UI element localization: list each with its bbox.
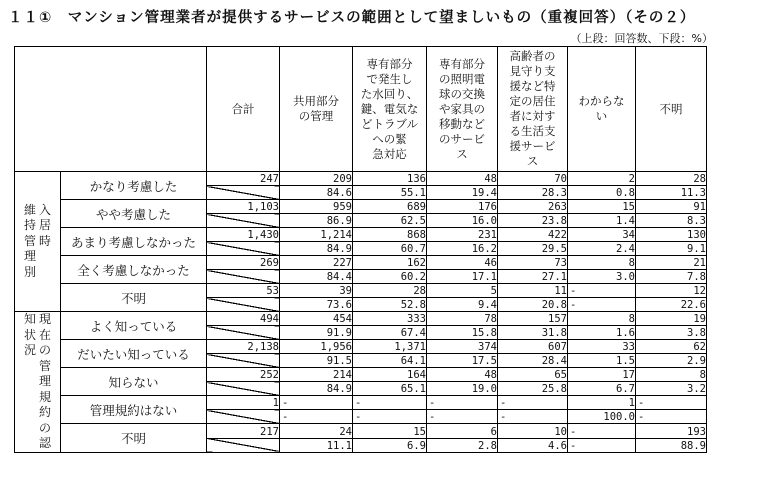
row-label: かなり考慮した [61, 172, 207, 200]
page-title: １１① マンション管理業者が提供するサービスの範囲として望ましいもの（重複回答）（その２） [8, 10, 696, 26]
percent-cell: 11.3 [636, 186, 707, 200]
percent-cell: 62.5 [353, 214, 427, 228]
percent-cell: 86.9 [280, 214, 353, 228]
percent-cell: 84.6 [280, 186, 353, 200]
column-header-line: 鍵、電気な [360, 101, 419, 116]
percent-cell: 2.4 [568, 242, 636, 256]
count-cell: 162 [353, 256, 427, 270]
count-cell: 269 [207, 256, 280, 270]
row-label: 知らない [61, 368, 207, 396]
count-cell: 39 [280, 284, 353, 298]
count-cell: 164 [353, 368, 427, 382]
count-cell: - [568, 284, 636, 298]
column-header-line: わからな [578, 94, 625, 108]
count-cell: 46 [427, 256, 498, 270]
percent-cell: - [498, 410, 568, 424]
count-cell: 227 [280, 256, 353, 270]
count-cell: 868 [353, 228, 427, 242]
percent-cell: 6.9 [353, 438, 427, 452]
count-cell: 193 [636, 424, 707, 438]
diagonal-cell [207, 382, 280, 396]
row-label: よく知っている [61, 312, 207, 340]
percent-cell: 2.8 [427, 438, 498, 452]
column-header-line: い [595, 109, 608, 123]
group-label-text: 維持管理別 [23, 202, 36, 279]
table-row [15, 284, 707, 298]
count-cell: 217 [207, 424, 280, 438]
count-cell: 53 [207, 284, 280, 298]
column-header-0 [207, 47, 280, 172]
count-cell: 209 [280, 172, 353, 186]
count-cell: - [568, 424, 636, 438]
column-header-line: ス [456, 146, 468, 161]
count-cell: 1,430 [207, 228, 280, 242]
percent-cell: 17.1 [427, 270, 498, 284]
diagonal-cell [207, 242, 280, 256]
column-header-3 [427, 47, 498, 172]
table-row [15, 172, 707, 186]
count-cell: 333 [353, 312, 427, 326]
percent-cell: 29.5 [498, 242, 568, 256]
percent-cell: 1.5 [568, 354, 636, 368]
column-header-line: ス [526, 154, 539, 168]
row-label: 管理規約はない [61, 396, 207, 424]
percent-cell: 1.6 [568, 326, 636, 340]
percent-cell: 23.8 [498, 214, 568, 228]
count-cell: 11 [498, 284, 568, 298]
percent-cell: 3.0 [568, 270, 636, 284]
count-cell: 2 [568, 172, 636, 186]
count-cell: 157 [498, 312, 568, 326]
table-row [15, 256, 707, 270]
count-cell: 15 [568, 200, 636, 214]
table-row [15, 228, 707, 242]
count-cell: 176 [427, 200, 498, 214]
column-header-line: や家具の [439, 101, 485, 116]
percent-cell: 31.8 [498, 326, 568, 340]
percent-cell: - [427, 410, 498, 424]
count-cell: 48 [427, 368, 498, 382]
percent-cell: - [568, 438, 636, 452]
count-cell: 24 [280, 424, 353, 438]
column-header-line: 専有部分 [439, 56, 485, 71]
column-header-4 [498, 47, 568, 172]
percent-cell: - [353, 410, 427, 424]
column-header-2 [353, 47, 427, 172]
percent-cell: 16.0 [427, 214, 498, 228]
count-cell: 422 [498, 228, 568, 242]
count-cell: 1 [568, 396, 636, 410]
row-label: 全く考慮しなかった [61, 256, 207, 284]
column-header-line: のサービ [439, 131, 485, 146]
percent-cell: 25.8 [498, 382, 568, 396]
percent-cell: - [636, 410, 707, 424]
count-cell: 959 [280, 200, 353, 214]
count-cell: 10 [498, 424, 568, 438]
count-cell: 1,956 [280, 340, 353, 354]
percent-cell: 60.7 [353, 242, 427, 256]
percent-cell: 28.3 [498, 186, 568, 200]
percent-cell: 28.4 [498, 354, 568, 368]
table-row [15, 396, 707, 410]
percent-cell: 2.9 [636, 354, 707, 368]
column-header-line: で発生し [366, 71, 413, 86]
percent-cell: 11.1 [280, 438, 353, 452]
row-label: やや考慮した [61, 200, 207, 228]
row-label: 不明 [61, 424, 207, 452]
column-header-line: の管理 [298, 109, 334, 123]
count-cell: 8 [568, 312, 636, 326]
percent-cell: 20.8 [498, 298, 568, 312]
count-cell: 263 [498, 200, 568, 214]
diagonal-cell [207, 298, 280, 312]
column-header-line: 者に対す [509, 109, 556, 123]
percent-cell: 15.8 [427, 326, 498, 340]
count-cell: 231 [427, 228, 498, 242]
percent-cell: 84.4 [280, 270, 353, 284]
diagonal-cell [207, 438, 280, 452]
row-label: あまり考慮しなかった [61, 228, 207, 256]
percent-cell: 7.8 [636, 270, 707, 284]
table-row [15, 340, 707, 354]
percent-cell: 3.2 [636, 382, 707, 396]
percent-cell: 0.8 [568, 186, 636, 200]
count-cell: 130 [636, 228, 707, 242]
count-cell: 6 [427, 424, 498, 438]
count-cell: 62 [636, 340, 707, 354]
column-header-6 [636, 47, 707, 172]
percent-cell: 52.8 [353, 298, 427, 312]
table-row [15, 368, 707, 382]
count-cell: 65 [498, 368, 568, 382]
count-cell: 252 [207, 368, 280, 382]
count-cell: 607 [498, 340, 568, 354]
percent-cell: 64.1 [353, 354, 427, 368]
column-header-line: 定の居住 [509, 94, 556, 108]
count-cell: - [427, 396, 498, 410]
count-cell: 1,214 [280, 228, 353, 242]
column-header-line: 援など特 [509, 79, 556, 93]
count-cell: 48 [427, 172, 498, 186]
count-cell: 70 [498, 172, 568, 186]
row-label: だいたい知っている [61, 340, 207, 368]
diagonal-cell [207, 326, 280, 340]
column-header-line: への緊 [372, 131, 407, 146]
column-header-line: 高齢者の [509, 49, 556, 63]
count-cell: 12 [636, 284, 707, 298]
percent-cell: - [568, 298, 636, 312]
percent-cell: 91.9 [280, 326, 353, 340]
column-header-line: る生活支 [509, 124, 556, 138]
percent-cell: 19.0 [427, 382, 498, 396]
percent-cell: 27.1 [498, 270, 568, 284]
table-row [15, 424, 707, 438]
column-header-line: 移動など [439, 116, 485, 131]
percent-cell: 88.9 [636, 438, 707, 452]
count-cell: 28 [636, 172, 707, 186]
count-cell: 91 [636, 200, 707, 214]
count-cell: 19 [636, 312, 707, 326]
percent-cell: 16.2 [427, 242, 498, 256]
count-cell: 8 [636, 368, 707, 382]
percent-cell: 6.7 [568, 382, 636, 396]
table-row [15, 312, 707, 326]
diagonal-cell [207, 214, 280, 228]
percent-cell: 65.1 [353, 382, 427, 396]
percent-cell: 17.5 [427, 354, 498, 368]
column-header-line: 専有部分 [366, 56, 413, 71]
column-header-line: 球の交換 [439, 86, 485, 101]
diagonal-cell [207, 186, 280, 200]
count-cell: 5 [427, 284, 498, 298]
table-row [15, 200, 707, 214]
count-cell: 78 [427, 312, 498, 326]
percent-cell: 3.8 [636, 326, 707, 340]
column-header-line: 合計 [231, 101, 255, 116]
count-cell: - [636, 396, 707, 410]
column-header-line: どトラブル [360, 116, 419, 131]
count-cell: - [498, 396, 568, 410]
percent-cell: 9.1 [636, 242, 707, 256]
group-label-text: 知状況 [23, 312, 36, 357]
percent-cell: 9.4 [427, 298, 498, 312]
count-cell: 247 [207, 172, 280, 186]
column-header-line: 急対応 [372, 146, 407, 161]
group-label [15, 312, 61, 453]
group-label-text: 現在の管理規約の認 [38, 312, 51, 450]
count-cell: 34 [568, 228, 636, 242]
count-cell: 8 [568, 256, 636, 270]
percent-cell: 84.9 [280, 382, 353, 396]
count-cell: 1,371 [353, 340, 427, 354]
column-header-line: 不明 [659, 101, 683, 116]
count-cell: 1,103 [207, 200, 280, 214]
row-label: 不明 [61, 284, 207, 312]
percent-cell: 19.4 [427, 186, 498, 200]
header-row [15, 47, 707, 172]
percent-cell: 8.3 [636, 214, 707, 228]
count-cell: - [280, 396, 353, 410]
percent-cell: 91.5 [280, 354, 353, 368]
count-cell: 689 [353, 200, 427, 214]
count-cell: 1 [207, 396, 280, 410]
count-cell: 214 [280, 368, 353, 382]
percent-cell: 60.2 [353, 270, 427, 284]
percent-cell: 22.6 [636, 298, 707, 312]
count-cell: 374 [427, 340, 498, 354]
count-cell: 15 [353, 424, 427, 438]
column-header-line: 見守り支 [509, 64, 556, 78]
diagonal-cell [207, 354, 280, 368]
percent-cell: 100.0 [568, 410, 636, 424]
count-cell: 73 [498, 256, 568, 270]
count-cell: 136 [353, 172, 427, 186]
percent-cell: 67.4 [353, 326, 427, 340]
percent-cell: 1.4 [568, 214, 636, 228]
count-cell: 2,138 [207, 340, 280, 354]
diagonal-cell [207, 410, 280, 424]
column-header-5 [568, 47, 636, 172]
percent-cell: 55.1 [353, 186, 427, 200]
column-header-line: た水回り、 [360, 86, 419, 101]
percent-cell: 84.9 [280, 242, 353, 256]
column-header-line: 援サービ [509, 139, 556, 153]
count-cell: 28 [353, 284, 427, 298]
count-cell: 454 [280, 312, 353, 326]
group-label [15, 172, 61, 312]
count-cell: 33 [568, 340, 636, 354]
count-cell: 17 [568, 368, 636, 382]
count-cell: - [353, 396, 427, 410]
column-header-1 [280, 47, 353, 172]
data-table [14, 46, 707, 453]
column-header-line: 共用部分 [293, 94, 339, 108]
unit-note: （上段：回答数、下段：%） [570, 32, 713, 45]
group-label-text: 入居時 [38, 202, 51, 248]
diagonal-cell [207, 270, 280, 284]
percent-cell: 73.6 [280, 298, 353, 312]
percent-cell: 4.6 [498, 438, 568, 452]
percent-cell: - [280, 410, 353, 424]
column-header-line: の照明電 [439, 71, 485, 86]
count-cell: 494 [207, 312, 280, 326]
corner-cell [15, 47, 207, 172]
count-cell: 21 [636, 256, 707, 270]
